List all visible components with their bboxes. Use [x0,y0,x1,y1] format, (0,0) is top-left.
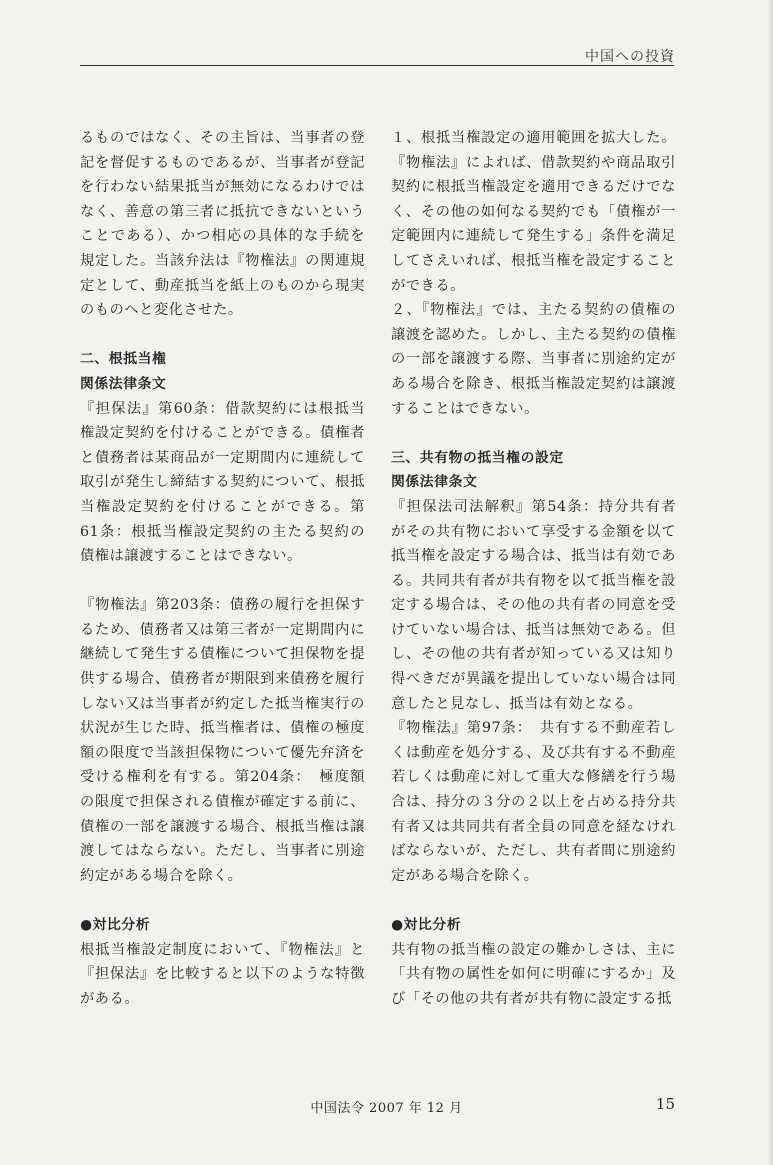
running-header: 中国への投資 [585,49,675,65]
analysis-heading-right: ●対比分析 [391,917,462,933]
section-subheading-2: 関係法律条文 [80,375,167,392]
right-column [391,126,676,1011]
left-paragraph-4: 根抵当権設定制度において、『物権法』と『担保法』を比較すると以下のような特徴がある。 [80,941,365,1007]
section-heading-3: 三、共有物の抵当権の設定 [391,449,564,466]
section-subheading-3: 関係法律条文 [391,474,478,491]
left-column [80,126,365,1011]
left-paragraph-2: 『担保法』第60条：借款契約には根抵当権設定契約を付けることができる。債権者と債務者は某商品が一定期間内に連続して取引が発生し締結する契約について、根抵当権設定契約を付けることができる。第61条：根抵当権設定契約の主たる契約の債権は譲渡することはできない。 [80,400,365,565]
right-paragraph-4: 『物権法』第97条： 共有する不動産若しくは動産を処分する、及び共有する不動産若しくは動産に対して重大な修繕を行う場合は、持分の３分の２以上を占める持分共有者又は共同共有者全員の同意を経なければならないが、ただし、共有者間に別途約定がある場合を除く。 [391,720,676,884]
right-paragraph-2: ２、『物権法』では、主たる契約の債権の譲渡を認めた。しかし、主たる契約の債権の一部を譲渡する際、当事者に別途約定がある場合を除き、根抵当権設定契約は譲渡することはできない。 [391,302,676,417]
right-paragraph-5: 共有物の抵当権の設定の難かしさは、主に「共有物の属性を如何に明確にするか」及び「その他の共有者が共有物に設定する抵 [391,941,676,1007]
left-paragraph-1: るものではなく、その主旨は、当事者の登記を督促するものであるが、当事者が登記を行わない結果抵当が無効になるわけではなく、善意の第三者に抵抗できないということである）、かつ相応の具体的な手続を規定した。当該弁法は『物権法』の関連規定として、動産抵当を紙上のものから現実のものへと変化させた。 [80,130,365,319]
analysis-heading-left: ●対比分析 [80,917,151,933]
page-number: 15 [655,1095,675,1113]
right-paragraph-1: １、根抵当権設定の適用範囲を拡大した。『物権法』によれば、借款契約や商品取引契約に根抵当権設定を適用できるだけでなく、その他の如何なる契約でも「債権が一定範囲内に連続して発生する」条件を満足してさえいれば、根抵当権を設定することができる。 [391,130,676,294]
right-paragraph-3: 『担保法司法解釈』第54条：持分共有者がその共有物において享受する金額を以て抵当権を設定する場合は、抵当は有効である。共同共有者が共有物を以て抵当権を設定する場合は、その他の共有者の同意を受けていない場合は、抵当は無効である。但し、その他の共有者が知っている又は知り得べきだが異議を提出していない場合は同意したと見なし、抵当は有効となる。 [391,498,676,712]
header-divider [80,65,674,66]
publication-footer: 中国法令 2007 年 12 月 [310,1101,463,1116]
section-heading-2: 二、根抵当権 [80,351,167,368]
left-paragraph-3: 『物権法』第203条：債務の履行を担保するため、債務者又は第三者が一定期間内に継続して発生する債権について担保物を提供する場合、債務者が期限到来債務を履行しない又は当事者が約定した抵当権実行の状況が生じた時、抵当権者は、債権の極度額の限度で当該担保物について優先弁済を受ける権利を有する。第204条： 極度額の限度で担保される債権が確定する前に、債権の一部を譲渡する場合、根抵当権は譲渡してはならない。ただし、当事者に別途約定がある場合を除く。 [80,597,365,884]
page-edge-shadow [767,0,773,1165]
